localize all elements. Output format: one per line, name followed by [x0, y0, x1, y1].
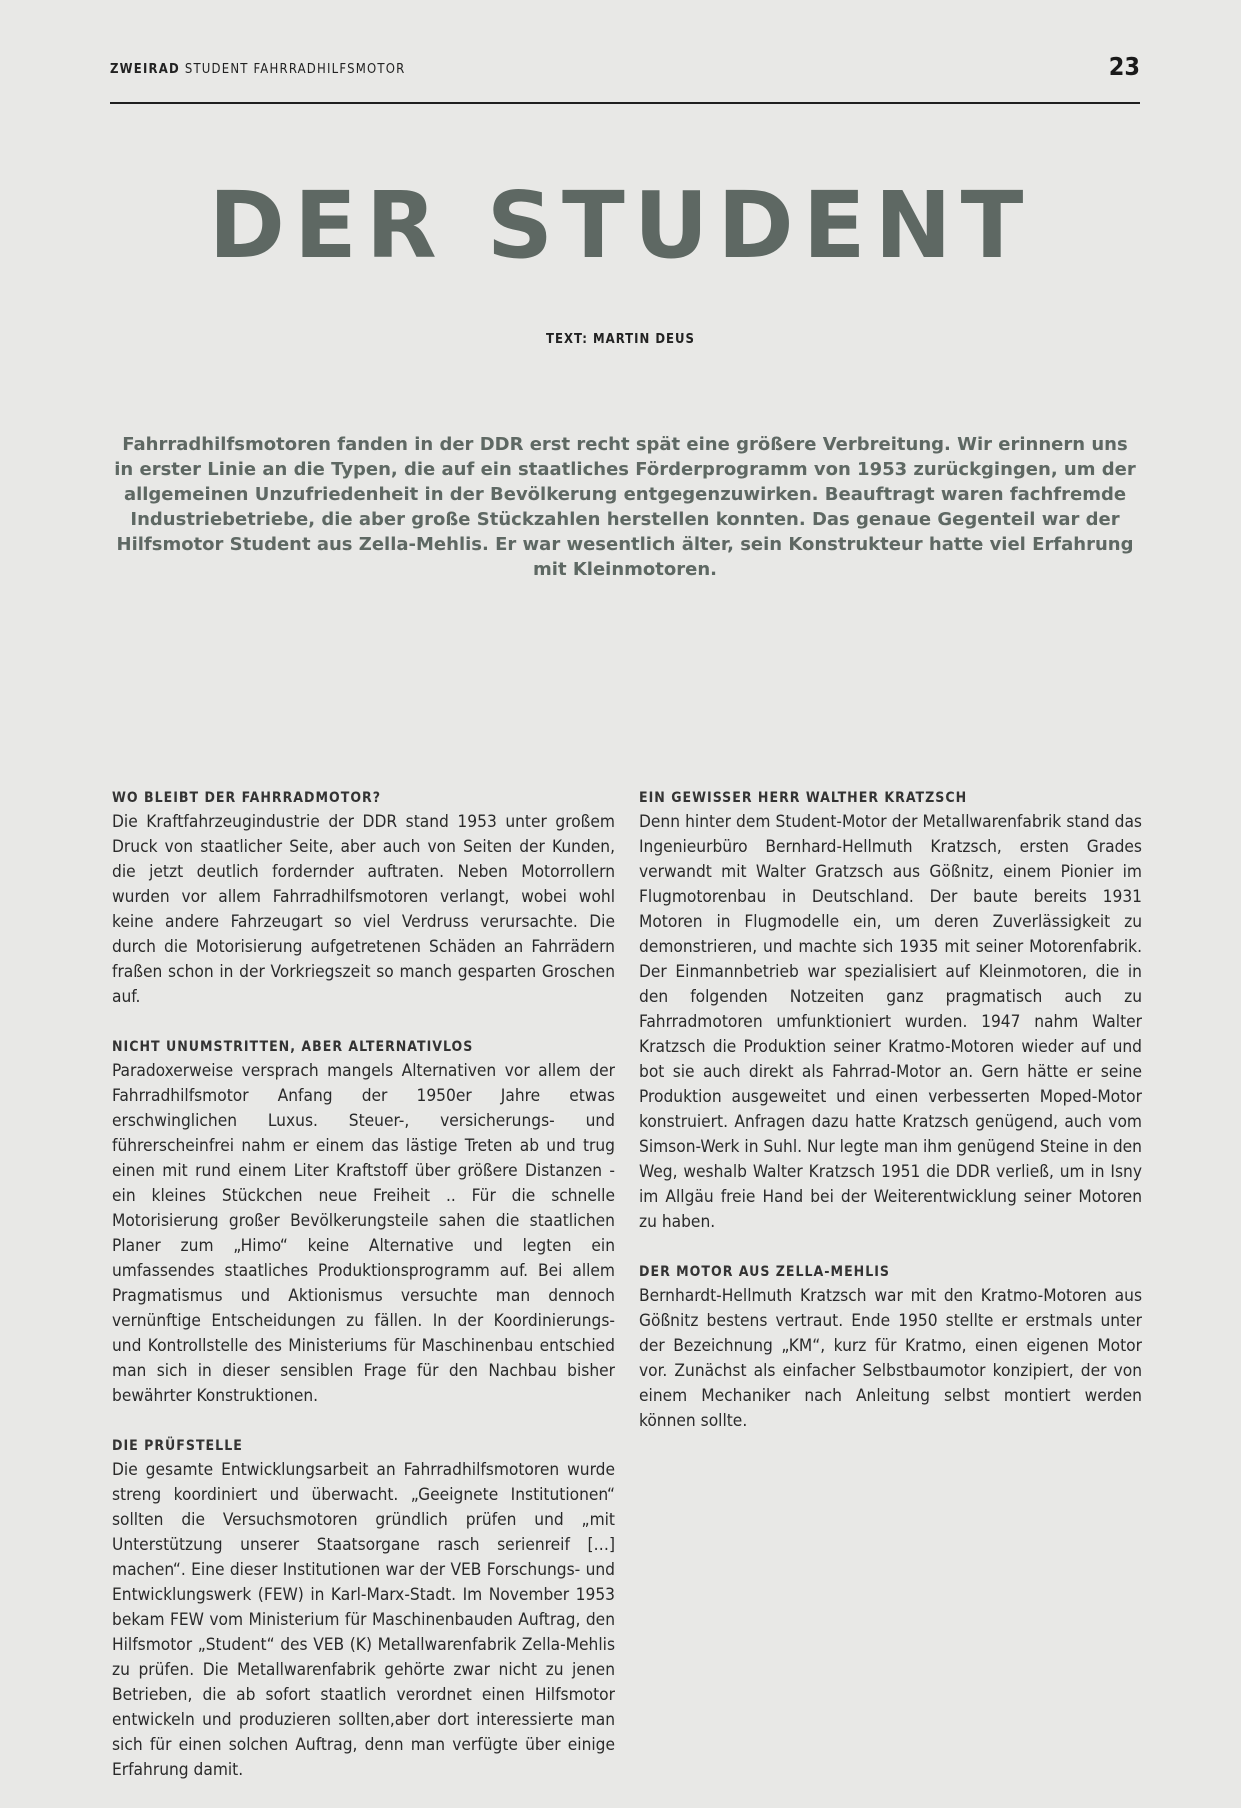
section-text: Die Kraftfahrzeugindustrie der DDR stand 1953 unter großem Druck von staatlicher Seite, aber auch von Seiten der Kunden, die jetzt deutlich fordernder auftraten. Neben Motorrollern wurden vor allem Fahrradhilfsmotoren verlangt, wobei wohl keine andere Fahrzeugart so viel Verdruss verursachte. Die durch die Motorisierung aufgetretenen Schäden an Fahrrädern fraßen schon in der Vorkriegszeit so manch gesparten Groschen auf. [112, 812, 615, 1007]
running-title-text: STUDENT FAHRRADHILFSMOTOR [184, 62, 406, 77]
section-label: ZWEIRAD [110, 62, 180, 77]
section-text: Denn hinter dem Student-Motor der Metallwarenfabrik stand das Ingenieurbüro Bernhard-Hellmuth Kratzsch, ersten Grades verwandt mit Walter Gratzsch aus Gößnitz, einem Pionier im Flugmotorenbau in Deutschland. Der baute bereits 1931 Motoren in Flugmodelle ein, um deren Zuverlässigkeit zu demonstrieren, und machte sich 1935 mit seiner Motorenfabrik. Der Einmannbetrieb war spezialisiert auf Kleinmotoren, die in den folgenden Notzeiten ganz pragmatisch auch zu Fahrradmotoren umfunktioniert wurden. 1947 nahm Walter Kratzsch die Produktion seiner Kratmo-Motoren wieder auf und bot sie auch direkt als Fahrrad-Motor an. Gern hätte er seine Produktion ausgeweitet und einen verbesserten Moped-Motor konstruiert. Anfragen dazu hatte Kratzsch genügend, auch vom Simson-Werk in Suhl. Nur legte man ihm genügend Steine in den Weg, weshalb Walter Kratzsch 1951 die DDR verließ, um in Isny im Allgäu freie Hand bei der Weiterentwicklung seiner Motoren zu haben. [639, 812, 1142, 1232]
column-right [639, 786, 1142, 1459]
section-text: Paradoxerweise versprach mangels Alternativen vor allem der Fahrradhilfsmotor Anfang der 1950er Jahre etwas erschwinglichen Luxus. Steuer-, versicherungs- und führerscheinfrei nahm er einem das lästige Treten ab und trug einen mit rund einem Liter Kraftstoff über größere Distanzen - ein kleines Stückchen neue Freiheit .. Für die schnelle Motorisierung großer Bevölkerungsteile sahen die staatlichen Planer zum „Himo“ keine Alternative und legten ein umfassendes staatliches Produktionsprogramm auf. Bei allem Pragmatismus und Aktionismus versuchte man dennoch vernünftige Entscheidungen zu fällen. In der Koordinierungs- und Kontrollstelle des Ministeriums für Maschinenbau entschied man sich in dieser sensiblen Frage für den Nachbau bisher bewährter Konstruktionen. [112, 1061, 615, 1406]
running-title [110, 62, 405, 77]
section-kratzsch [639, 786, 1142, 1235]
column-left [112, 786, 615, 1808]
page-number: 23 [1108, 52, 1140, 81]
section-pruefstelle [112, 1434, 615, 1783]
section-heading: WO BLEIBT DER FAHRRADMOTOR? [112, 790, 382, 806]
article-title: DER STUDENT [208, 172, 1033, 279]
section-text: Die gesamte Entwicklungsarbeit an Fahrradhilfsmotoren wurde streng koordiniert und überwacht. „Geeignete Institutionen“ sollten die Versuchsmotoren gründlich prüfen und „mit Unterstützung unserer Staatsorgane rasch serienreif […] machen“. Eine dieser Institutionen war der VEB Forschungs- und Entwicklungswerk (FEW) in Karl-Marx-Stadt. Im November 1953 bekam FEW vom Ministerium für Maschinenbauden Auftrag, den Hilfsmotor „Student“ des VEB (K) Metallwarenfabrik Zella-Mehlis zu prüfen. Die Metallwarenfabrik gehörte zwar nicht zu jenen Betrieben, die ab sofort staatlich verordnet einen Hilfsmotor entwickeln und produzieren sollten,aber dort interessierte man sich für einen solchen Auftrag, denn man verfügte über einige Erfahrung damit. [112, 1460, 615, 1780]
section-text: Bernhardt-Hellmuth Kratzsch war mit den Kratmo-Motoren aus Gößnitz bestens vertraut. Ende 1950 stellte er erstmals unter der Bezeichnung „KM“, kurz für Kratmo, einen eigenen Motor vor. Zunächst als einfacher Selbstbaumotor konzipiert, der von einem Mechaniker nach Anleitung selbst montiert werden können sollte. [639, 1286, 1142, 1431]
section-heading: DER MOTOR AUS ZELLA-MEHLIS [639, 1264, 890, 1280]
section-fahrradmotor [112, 786, 615, 1010]
section-heading: DIE PRÜFSTELLE [112, 1438, 243, 1454]
lead-paragraph: Fahrradhilfsmotoren fanden in der DDR erst recht spät eine größere Verbreitung. Wir erinnern uns in erster Linie an die Typen, die auf ein staatliches Förderprogramm von 1953 zurückgingen, um der allgemeinen Unzufriedenheit in der Bevölkerung entgegenzuwirken. Beauftragt waren fachfremde Industriebetriebe, die aber große Stückzahlen herstellen konnten. Das genaue Gegenteil war der Hilfsmotor Student aus Zella-Mehlis. Er war wesentlich älter, sein Konstrukteur hatte viel Erfahrung mit Kleinmotoren. [114, 434, 1136, 580]
section-zella-mehlis [639, 1260, 1142, 1434]
byline: TEXT: MARTIN DEUS [546, 332, 695, 347]
page-header [110, 50, 1140, 104]
section-heading: EIN GEWISSER HERR WALTHER KRATZSCH [639, 790, 968, 806]
section-heading: NICHT UNUMSTRITTEN, ABER ALTERNATIVLOS [112, 1039, 474, 1055]
section-alternativlos [112, 1035, 615, 1409]
